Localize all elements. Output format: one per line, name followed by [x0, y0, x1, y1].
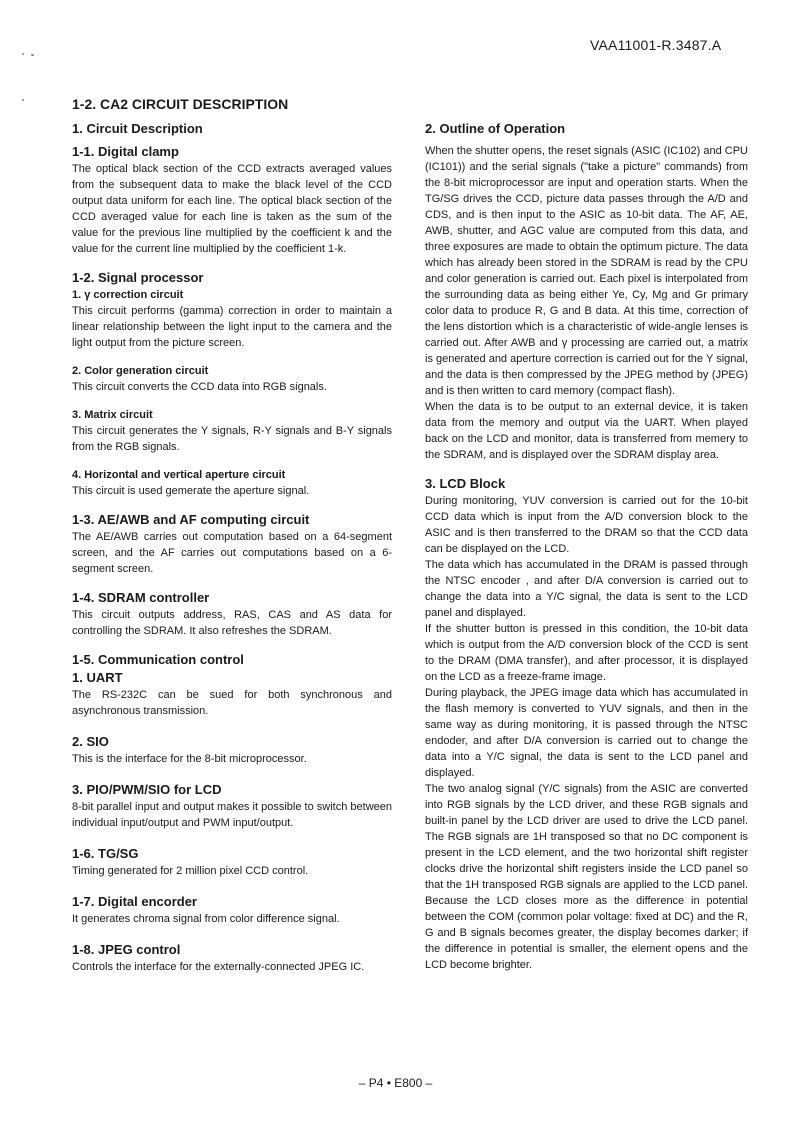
gamma-correction-heading: 1. γ correction circuit	[72, 289, 184, 301]
sio-text: This is the interface for the 8-bit microprocessor.	[72, 753, 307, 765]
section-title: 1-2. CA2 CIRCUIT DESCRIPTION	[72, 96, 289, 112]
lcd-block-paragraph: The two analog signal (Y/C signals) from the ASIC are converted into RGB signals by the LCD driver, and these RGB signals and built-in panel by the LCD driver are used to drive the LCD panel. The RGB signals are 1H transposed so that no DC component is present in the LCD element, and the two horizontal shift register clocks drive the horizontal shift registers inside the LCD panel so that the 1H transposed RGB signals are applied to the LCD panel. Because the LCD closes more as the difference in potential between the COM (common polar voltage: fixed at DC) and the R, G and B signals becomes greater, the display becomes darker; if the difference in potential is smaller, the element opens and the LCD become brighter.	[425, 783, 748, 971]
uart-heading: 1. UART	[72, 670, 123, 685]
lcd-block-paragraph: During monitoring, YUV conversion is carried out for the 10-bit CCD data which is input from the A/D conversion block to the ASIC and is then transferred to the DRAM so that the CCD data can be displayed on the LCD.	[425, 495, 748, 555]
circuit-description-heading: 1. Circuit Description	[72, 121, 203, 136]
ae-awb-heading: 1-3. AE/AWB and AF computing circuit	[72, 512, 310, 527]
scan-speck	[22, 53, 24, 55]
digital-encorder-heading: 1-7. Digital encorder	[72, 894, 197, 909]
left-column	[72, 120, 392, 975]
scan-speck	[31, 54, 34, 56]
aperture-circuit-heading: 4. Horizontal and vertical aperture circuit	[72, 469, 286, 481]
color-generation-heading: 2. Color generation circuit	[72, 365, 209, 377]
outline-heading: 2. Outline of Operation	[425, 121, 566, 136]
digital-clamp-heading: 1-1. Digital clamp	[72, 144, 179, 159]
scan-speck	[22, 99, 24, 101]
communication-heading: 1-5. Communication control	[72, 652, 244, 667]
outline-paragraph: When the data is to be output to an external device, it is taken data from the memory and output via the UART. When played back on the LCD and monitor, data is transferred from memery to the SDRAM, and is displayed over the SDRAM display area.	[425, 401, 748, 461]
digital-encorder-text: It generates chroma signal from color difference signal.	[72, 913, 340, 925]
tgsg-text: Timing generated for 2 million pixel CCD control.	[72, 865, 309, 877]
lcd-block-heading: 3. LCD Block	[425, 476, 506, 491]
outline-paragraph: When the shutter opens, the reset signals (ASIC (IC102) and CPU (IC101)) and the serial signals ("take a picture" commands) from the 8-bit microprocessor are input and operation starts. When the TG/SG drives the CCD, picture data passes through the A/D and CDS, and is then input to the ASIC as 10-bit data. The AF, AE, AWB, shutter, and AGC value are computed from this data, and three exposures are made to obtain the optimum picture. The data which has already been stored in the SDRAM is read by the CPU and color generation is carried out. Each pixel is interpolated from the surrounding data as being either Ye, Cy, Mg and Gr primary color data to produce R, G and B data. At this time, correction of the lens distortion which is a characteristic of wide-angle lenses is carried out. After AWB and γ processing are carried out, a matrix is generated and aperture correction is carried out for the Y signal, and the data is then compressed by the JPEG method by (JPEG) and is then written to card memory (compact flash).	[425, 145, 748, 397]
gamma-correction-text: This circuit performs (gamma) correction in order to maintain a linear relationship between the light input to the camera and the light output from the picture screen.	[72, 305, 392, 349]
jpeg-control-heading: 1-8. JPEG control	[72, 942, 181, 957]
uart-text: The RS-232C can be sued for both synchronous and asynchronous transmission.	[72, 689, 392, 717]
pio-heading: 3. PIO/PWM/SIO for LCD	[72, 782, 222, 797]
lcd-block-paragraph: If the shutter button is pressed in this condition, the 10-bit data which is output from the A/D conversion block of the CCD is sent to the DRAM (DMA transfer), and after processor, it is displayed on the LCD as a freeze-frame image.	[425, 623, 748, 683]
ae-awb-text: The AE/AWB carries out computation based on a 64-segment screen, and the AF carries out computations based on a 6-segment screen.	[72, 531, 392, 575]
signal-processor-heading: 1-2. Signal processor	[72, 270, 204, 285]
sdram-heading: 1-4. SDRAM controller	[72, 590, 210, 605]
digital-clamp-text: The optical black section of the CCD extracts averaged values from the subsequent data to make the black level of the CCD output data uniform for each line. The optical black section of the CCD averaged value for each line is taken as the sum of the value for the previous line multiplied by the coefficient k and the value for the current line multiplied by the coefficient 1-k.	[72, 163, 392, 255]
sdram-text: This circuit outputs address, RAS, CAS and AS data for controlling the SDRAM. It also refreshes the SDRAM.	[72, 609, 392, 637]
jpeg-control-text: Controls the interface for the externally-connected JPEG IC.	[72, 961, 365, 973]
sio-heading: 2. SIO	[72, 734, 109, 749]
color-generation-text: This circuit converts the CCD data into RGB signals.	[72, 381, 327, 393]
page-footer: – P4 • E800 –	[358, 1076, 433, 1090]
matrix-circuit-text: This circuit generates the Y signals, R-Y signals and B-Y signals from the RGB signals.	[72, 425, 392, 453]
aperture-circuit-text: This circuit is used gemerate the aperture signal.	[72, 485, 310, 497]
right-column	[425, 120, 748, 973]
document-id: VAA11001-R.3487.A	[590, 37, 722, 53]
lcd-block-paragraph: The data which has accumulated in the DRAM is passed through the NTSC encoder , and after D/A conversion is carried out to change the data into a Y/C signal, the data is sent to the LCD panel and displayed.	[425, 559, 748, 619]
tgsg-heading: 1-6. TG/SG	[72, 846, 139, 861]
matrix-circuit-heading: 3. Matrix circuit	[72, 409, 153, 421]
pio-text: 8-bit parallel input and output makes it possible to switch between individual input/output and PWM input/output.	[72, 801, 392, 829]
lcd-block-paragraph: During playback, the JPEG image data which has accumulated in the flash memory is converted to YUV signals, and then in the same way as during monitoring, it is passed through the NTSC endoder, and after D/A conversion is carried out to change the data into a Y/C signal, the data is sent to the LCD panel and displayed.	[425, 687, 748, 779]
